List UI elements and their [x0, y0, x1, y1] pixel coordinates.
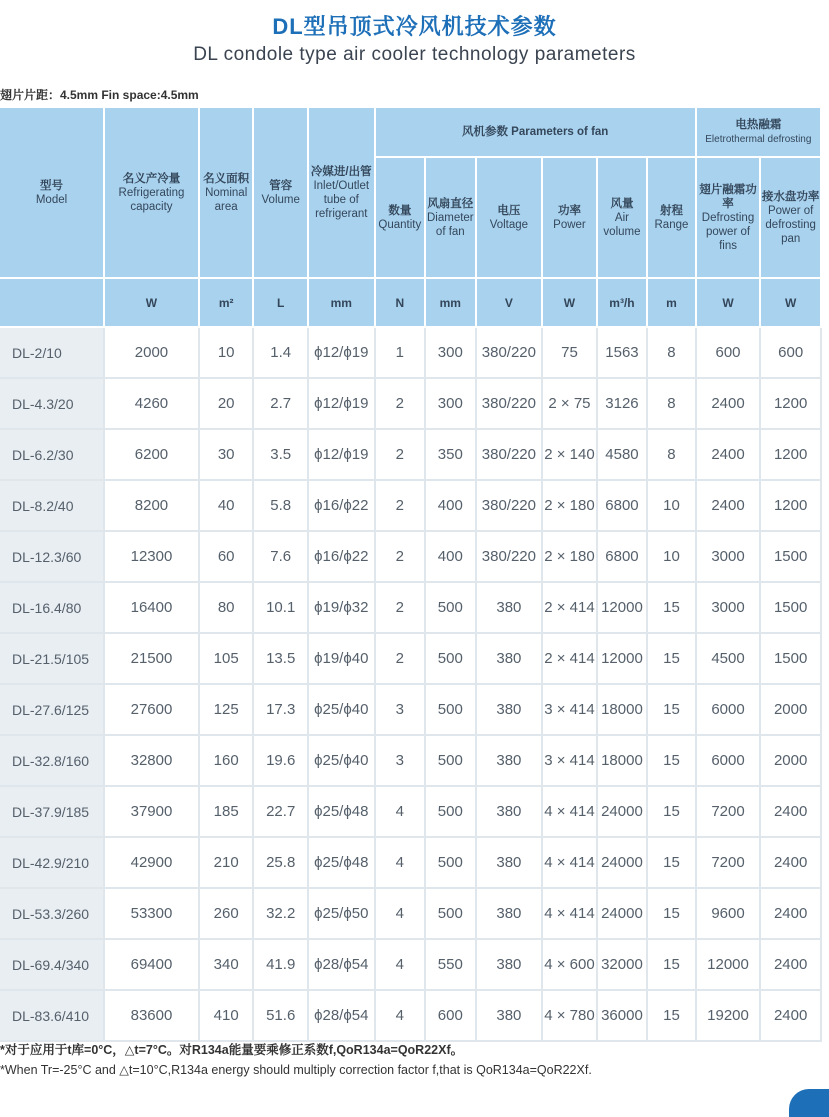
table-cell: 260 [200, 889, 255, 940]
table-cell: 8 [648, 328, 697, 379]
table-cell: 20 [200, 379, 255, 430]
table-cell: 24000 [598, 838, 648, 889]
table-cell: 600 [761, 328, 822, 379]
table-cell: 4 [376, 991, 426, 1042]
table-cell: 380 [477, 685, 544, 736]
table-cell: 2000 [105, 328, 200, 379]
table-cell: 2.7 [254, 379, 309, 430]
table-cell: 24000 [598, 787, 648, 838]
table-cell: 6000 [697, 736, 762, 787]
header-pan-power: 接水盘功率 Power of defrosting pan [761, 158, 822, 279]
table-cell: 2 × 180 [543, 532, 598, 583]
table-cell: 15 [648, 940, 697, 991]
table-cell: 350 [426, 430, 476, 481]
table-cell: 15 [648, 685, 697, 736]
model-cell: DL-32.8/160 [0, 736, 105, 787]
model-cell: DL-21.5/105 [0, 634, 105, 685]
table-cell: 69400 [105, 940, 200, 991]
table-cell: 105 [200, 634, 255, 685]
table-cell: ϕ28/ϕ54 [309, 940, 376, 991]
table-cell: 15 [648, 991, 697, 1042]
table-cell: 10 [200, 328, 255, 379]
table-cell: 2 [376, 379, 426, 430]
table-cell: 60 [200, 532, 255, 583]
table-cell: 12300 [105, 532, 200, 583]
table-body [0, 328, 822, 1042]
table-row [0, 838, 822, 889]
model-cell: DL-27.6/125 [0, 685, 105, 736]
table-cell: 2400 [761, 940, 822, 991]
model-cell: DL-42.9/210 [0, 838, 105, 889]
model-cell: DL-69.4/340 [0, 940, 105, 991]
table-cell: 18000 [598, 736, 648, 787]
table-cell: 380 [477, 787, 544, 838]
table-cell: 340 [200, 940, 255, 991]
table-cell: 4 × 600 [543, 940, 598, 991]
page-title: DL型吊顶式冷风机技术参数 [272, 14, 557, 39]
table-cell: ϕ12/ϕ19 [309, 328, 376, 379]
table-cell: 51.6 [254, 991, 309, 1042]
table-cell: 21500 [105, 634, 200, 685]
table-cell: 3000 [697, 583, 762, 634]
table-cell: 4 × 780 [543, 991, 598, 1042]
table-cell: 4260 [105, 379, 200, 430]
table-cell: 1500 [761, 583, 822, 634]
table-cell: 2 × 180 [543, 481, 598, 532]
table-cell: 53300 [105, 889, 200, 940]
table-cell: 7.6 [254, 532, 309, 583]
table-cell: 2400 [761, 838, 822, 889]
table-cell: 15 [648, 583, 697, 634]
table-cell: 2400 [761, 787, 822, 838]
unit-cell: mm [426, 279, 476, 328]
table-cell: 17.3 [254, 685, 309, 736]
table-cell: 22.7 [254, 787, 309, 838]
table-cell: 550 [426, 940, 476, 991]
table-cell: 6000 [697, 685, 762, 736]
table-cell: 3.5 [254, 430, 309, 481]
table-cell: 500 [426, 736, 476, 787]
table-cell: 210 [200, 838, 255, 889]
table-cell: 1200 [761, 379, 822, 430]
table-cell: 8 [648, 430, 697, 481]
table-row [0, 583, 822, 634]
header-model: 型号 Model [0, 108, 105, 279]
table-cell: ϕ25/ϕ48 [309, 838, 376, 889]
table-cell: 300 [426, 379, 476, 430]
table-row [0, 736, 822, 787]
table-cell: ϕ25/ϕ40 [309, 685, 376, 736]
header-air-volume: 风量 Air volume [598, 158, 648, 279]
unit-cell: W [105, 279, 200, 328]
table-cell: 4 × 414 [543, 889, 598, 940]
table-cell: 15 [648, 736, 697, 787]
table-cell: 2 × 414 [543, 634, 598, 685]
table-cell: 32000 [598, 940, 648, 991]
header-area: 名义面积 Nominal area [200, 108, 255, 279]
table-cell: 4 [376, 940, 426, 991]
table-cell: ϕ16/ϕ22 [309, 481, 376, 532]
table-row [0, 991, 822, 1042]
table-cell: 19200 [697, 991, 762, 1042]
table-cell: 380/220 [477, 379, 544, 430]
table-cell: 40 [200, 481, 255, 532]
table-cell: 2 [376, 634, 426, 685]
table-cell: 19.6 [254, 736, 309, 787]
header-voltage: 电压 Voltage [477, 158, 544, 279]
table-cell: 5.8 [254, 481, 309, 532]
unit-cell: W [543, 279, 598, 328]
table-cell: 600 [697, 328, 762, 379]
header-capacity: 名义产冷量 Refrigerating capacity [105, 108, 200, 279]
header-power: 功率 Power [543, 158, 598, 279]
table-cell: 30 [200, 430, 255, 481]
table-cell: 2 [376, 481, 426, 532]
table-cell: 400 [426, 532, 476, 583]
table-cell: 4 [376, 889, 426, 940]
table-cell: 380/220 [477, 430, 544, 481]
table-row [0, 685, 822, 736]
table-cell: 83600 [105, 991, 200, 1042]
table-cell: 380 [477, 838, 544, 889]
model-cell: DL-37.9/185 [0, 787, 105, 838]
table-cell: 24000 [598, 889, 648, 940]
table-cell: 4 × 414 [543, 838, 598, 889]
page-corner-decoration [789, 1089, 829, 1117]
table-cell: 1200 [761, 481, 822, 532]
table-cell: 2 [376, 430, 426, 481]
table-cell: 6800 [598, 532, 648, 583]
page-subtitle: DL condole type air cooler technology parameters [193, 44, 636, 65]
table-cell: 12000 [598, 583, 648, 634]
unit-cell: N [376, 279, 426, 328]
table-cell: 600 [426, 991, 476, 1042]
table-cell: 380 [477, 889, 544, 940]
header-range: 射程 Range [648, 158, 697, 279]
table-cell: 2400 [761, 991, 822, 1042]
table-cell: ϕ28/ϕ54 [309, 991, 376, 1042]
unit-cell: m³/h [598, 279, 648, 328]
spec-table [0, 108, 822, 1042]
table-cell: ϕ25/ϕ48 [309, 787, 376, 838]
table-cell: 7200 [697, 787, 762, 838]
table-cell: 2400 [697, 430, 762, 481]
table-row [0, 532, 822, 583]
header-defrost-group: 电热融霜 Eletrothermal defrosting [697, 108, 822, 158]
table-row [0, 889, 822, 940]
table-cell: 10 [648, 532, 697, 583]
footnote-cn: *对于应用于t库=0°C，△t=7°C。对R134a能量要乘修正系数f,QoR134a=QoR22Xf。 [0, 1043, 464, 1057]
model-cell: DL-2/10 [0, 328, 105, 379]
table-cell: 4 [376, 787, 426, 838]
table-cell: 80 [200, 583, 255, 634]
table-cell: 36000 [598, 991, 648, 1042]
table-cell: 125 [200, 685, 255, 736]
header-tube: 冷媒进/出管 Inlet/Outlet tube of refrigerant [309, 108, 376, 279]
table-cell: 380/220 [477, 481, 544, 532]
table-cell: 32800 [105, 736, 200, 787]
table-cell: ϕ19/ϕ32 [309, 583, 376, 634]
table-cell: 160 [200, 736, 255, 787]
fin-space-label: 翅片片距：4.5mm Fin space:4.5mm [0, 88, 199, 102]
unit-cell: m² [200, 279, 255, 328]
table-cell: 25.8 [254, 838, 309, 889]
table-row [0, 328, 822, 379]
table-cell: 15 [648, 889, 697, 940]
table-cell: 2000 [761, 685, 822, 736]
table-cell: ϕ12/ϕ19 [309, 430, 376, 481]
table-cell: 300 [426, 328, 476, 379]
table-cell: 7200 [697, 838, 762, 889]
table-row [0, 940, 822, 991]
table-cell: ϕ25/ϕ50 [309, 889, 376, 940]
header-fan-group: 风机参数 Parameters of fan [376, 108, 697, 158]
table-cell: 1200 [761, 430, 822, 481]
table-cell: 8 [648, 379, 697, 430]
table-cell: 1500 [761, 634, 822, 685]
header-volume: 管容 Volume [254, 108, 309, 279]
table-row [0, 787, 822, 838]
model-cell: DL-8.2/40 [0, 481, 105, 532]
unit-cell: m [648, 279, 697, 328]
unit-cell: V [477, 279, 544, 328]
table-cell: 1.4 [254, 328, 309, 379]
table-cell: 4580 [598, 430, 648, 481]
table-cell: 380/220 [477, 328, 544, 379]
table-cell: 42900 [105, 838, 200, 889]
table-cell: 1 [376, 328, 426, 379]
table-cell: 500 [426, 634, 476, 685]
table-cell: 500 [426, 787, 476, 838]
table-cell: 4 [376, 838, 426, 889]
table-cell: 37900 [105, 787, 200, 838]
table-cell: 9600 [697, 889, 762, 940]
table-cell: 12000 [598, 634, 648, 685]
table-cell: 3000 [697, 532, 762, 583]
table-row [0, 430, 822, 481]
unit-row [0, 279, 822, 328]
table-row [0, 634, 822, 685]
header-quantity: 数量 Quantity [376, 158, 426, 279]
model-cell: DL-6.2/30 [0, 430, 105, 481]
model-cell: DL-12.3/60 [0, 532, 105, 583]
table-cell: 185 [200, 787, 255, 838]
table-row [0, 379, 822, 430]
table-cell: 4500 [697, 634, 762, 685]
table-cell: 2000 [761, 736, 822, 787]
table-cell: 2 × 75 [543, 379, 598, 430]
model-cell: DL-53.3/260 [0, 889, 105, 940]
footnote-en: *When Tr=-25°C and △t=10°C,R134a energy should multiply correction factor f,that is QoR134a=QoR22Xf. [0, 1063, 592, 1077]
table-cell: 1500 [761, 532, 822, 583]
table-cell: 400 [426, 481, 476, 532]
table-cell: ϕ12/ϕ19 [309, 379, 376, 430]
table-cell: 2400 [697, 379, 762, 430]
table-cell: 380 [477, 940, 544, 991]
unit-cell: W [761, 279, 822, 328]
table-cell: 380 [477, 583, 544, 634]
table-cell: ϕ19/ϕ40 [309, 634, 376, 685]
table-cell: 380/220 [477, 532, 544, 583]
table-cell: 15 [648, 838, 697, 889]
table-cell: 16400 [105, 583, 200, 634]
table-cell: ϕ25/ϕ40 [309, 736, 376, 787]
table-cell: 500 [426, 685, 476, 736]
table-cell: 41.9 [254, 940, 309, 991]
table-cell: 380 [477, 991, 544, 1042]
table-cell: 32.2 [254, 889, 309, 940]
table-cell: 12000 [697, 940, 762, 991]
table-cell: 15 [648, 787, 697, 838]
header-fin-power: 翅片融霜功率 Defrosting power of fins [697, 158, 762, 279]
model-cell: DL-4.3/20 [0, 379, 105, 430]
table-cell: 3 × 414 [543, 685, 598, 736]
table-cell: 500 [426, 838, 476, 889]
table-cell: 500 [426, 889, 476, 940]
table-cell: 18000 [598, 685, 648, 736]
table-cell: 27600 [105, 685, 200, 736]
table-cell: 13.5 [254, 634, 309, 685]
model-cell: DL-16.4/80 [0, 583, 105, 634]
table-cell: 3126 [598, 379, 648, 430]
unit-cell: L [254, 279, 309, 328]
table-cell: 3 [376, 736, 426, 787]
table-cell: 10 [648, 481, 697, 532]
table-cell: 2400 [697, 481, 762, 532]
table-cell: 8200 [105, 481, 200, 532]
table-cell: 6800 [598, 481, 648, 532]
table-cell: 2 [376, 532, 426, 583]
table-row [0, 481, 822, 532]
table-cell: 3 [376, 685, 426, 736]
header-diameter: 风扇直径 Diameter of fan [426, 158, 476, 279]
unit-cell: W [697, 279, 762, 328]
table-cell: 410 [200, 991, 255, 1042]
table-cell: ϕ16/ϕ22 [309, 532, 376, 583]
table-cell: 15 [648, 634, 697, 685]
unit-cell: mm [309, 279, 376, 328]
model-cell: DL-83.6/410 [0, 991, 105, 1042]
table-cell: 2 [376, 583, 426, 634]
table-cell: 10.1 [254, 583, 309, 634]
table-cell: 500 [426, 583, 476, 634]
table-cell: 1563 [598, 328, 648, 379]
table-cell: 3 × 414 [543, 736, 598, 787]
table-cell: 4 × 414 [543, 787, 598, 838]
table-cell: 380 [477, 634, 544, 685]
table-cell: 6200 [105, 430, 200, 481]
table-cell: 380 [477, 736, 544, 787]
table-cell: 2400 [761, 889, 822, 940]
table-cell: 75 [543, 328, 598, 379]
table-cell: 2 × 414 [543, 583, 598, 634]
table-cell: 2 × 140 [543, 430, 598, 481]
